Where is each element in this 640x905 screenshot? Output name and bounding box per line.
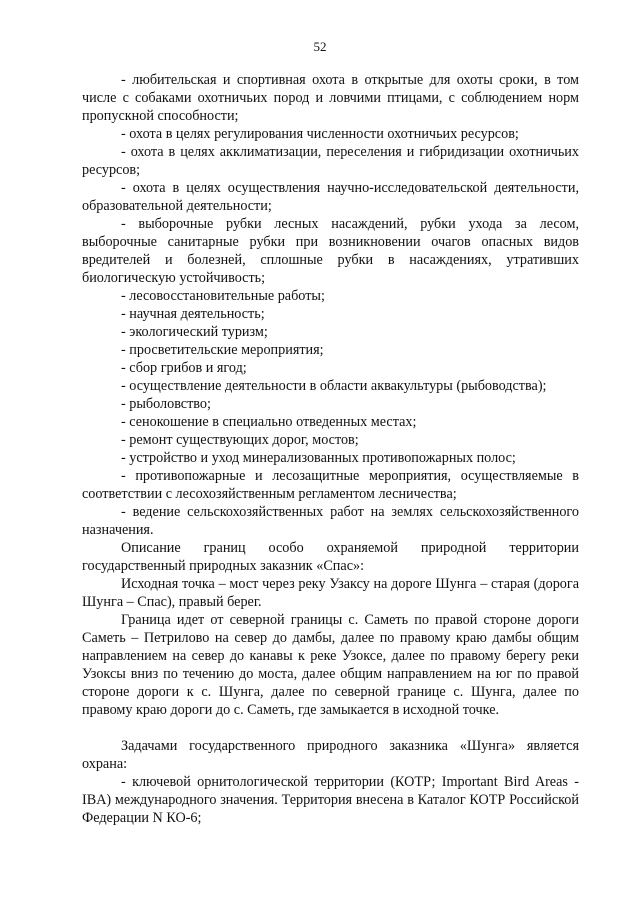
list-item-fishing: - рыболовство; xyxy=(121,396,211,412)
list-item-aquaculture: - осуществление деятельности в области аквакультуры (рыбоводства); xyxy=(121,378,547,394)
list-item-reforestation: - лесовосстановительные работы; xyxy=(121,288,325,304)
document-body xyxy=(82,71,579,827)
list-item-forest-cutting: - выборочные рубки лесных насаждений, рубки ухода за лесом, выборочные санитарные рубки при возникновении очагов опасных видов вредителей и болезней, сплошные рубки в насаждениях, утративших биологическую устойчивость; xyxy=(82,216,579,286)
list-item-hunting-sport: - любительская и спортивная охота в открытые для охоты сроки, в том числе с собаками охотничьих пород и ловчими птицами, с соблюдением норм пропускной способности; xyxy=(82,72,579,124)
list-item-kotr: - ключевой орнитологической территории (КОТР; Important Bird Areas - IBA) международного значения. Территория внесена в Каталог КОТР Российской Федерации N КО-6; xyxy=(82,774,579,826)
tasks-paragraph: Задачами государственного природного заказника «Шунга» является охрана: xyxy=(82,738,579,772)
list-item-fire-protection: - противопожарные и лесозащитные мероприятия, осуществляемые в соответствии с лесохозяйственным регламентом лесничества; xyxy=(82,468,579,502)
boundary-description-heading: Описание границ особо охраняемой природной территории государственный природных заказник «Спас»: xyxy=(82,540,579,574)
boundary-paragraph: Граница идет от северной границы с. Саметь по правой стороне дороги Саметь – Петрилово на север до дамбы, далее по правому краю дамбы общим направлением на север до канавы к реке Узоксе, далее по правому берегу реки Узоксы вниз по течению до моста, далее общим направлением на юг по правой стороне дороги к с. Шунга, далее по северной границе с. Шунга, далее по правому краю дороги до с. Саметь, где замыкается в исходной точке. xyxy=(82,612,579,718)
list-item-hunting-acclimatization: - охота в целях акклиматизации, переселения и гибридизации охотничьих ресурсов; xyxy=(82,144,579,178)
starting-point-paragraph: Исходная точка – мост через реку Узаксу на дороге Шунга – старая (дорога Шунга – Спас), правый берег. xyxy=(82,576,579,610)
paragraph-gap xyxy=(82,719,579,737)
list-item-haymaking: - сенокошение в специально отведенных местах; xyxy=(121,414,417,430)
list-item-ecotourism: - экологический туризм; xyxy=(121,324,268,340)
page-number: 52 xyxy=(313,39,327,54)
list-item-science: - научная деятельность; xyxy=(121,306,265,322)
list-item-mushrooms-berries: - сбор грибов и ягод; xyxy=(121,360,247,376)
list-item-firebreaks: - устройство и уход минерализованных противопожарных полос; xyxy=(121,450,516,466)
list-item-hunting-regulation: - охота в целях регулирования численности охотничьих ресурсов; xyxy=(121,126,519,142)
list-item-hunting-research: - охота в целях осуществления научно-исследовательской деятельности, образовательной деятельности; xyxy=(82,180,579,214)
list-item-agriculture: - ведение сельскохозяйственных работ на землях сельскохозяйственного назначения. xyxy=(82,504,579,538)
list-item-road-repair: - ремонт существующих дорог, мостов; xyxy=(121,432,359,448)
list-item-education: - просветительские мероприятия; xyxy=(121,342,324,358)
